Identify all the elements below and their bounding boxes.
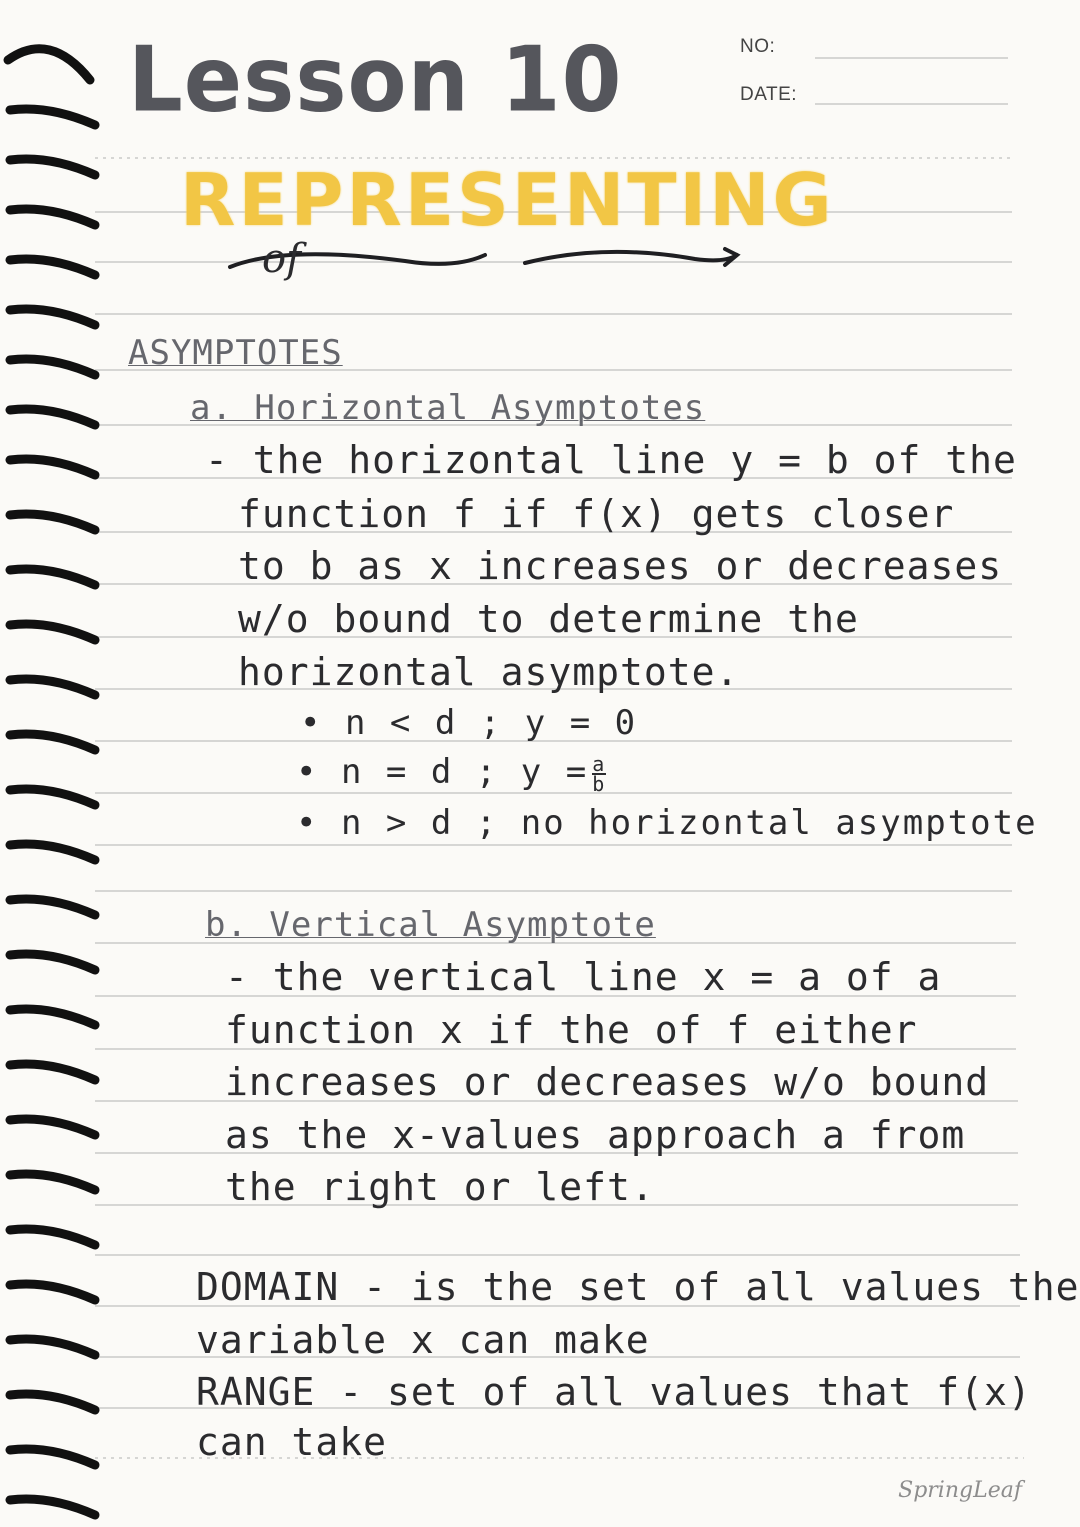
domain-definition-1: DOMAIN - is the set of all values the [196,1265,1080,1309]
horizontal-line-1: - the horizontal line y = b of the [205,438,1017,482]
bullet-n-equal-d: • n = d ; y = $\frac{a}{b}$ [296,751,607,796]
bullet-n-greater-d: • n > d ; no horizontal asymptote [296,803,1038,843]
bullet-result-prefix: y = [520,752,589,792]
bullet-condition: n < d [344,703,458,743]
horizontal-line-2: function f if f(x) gets closer [238,492,955,536]
domain-definition-2: variable x can make [196,1318,650,1362]
vertical-line-4: as the x-values approach a from [225,1113,966,1157]
vertical-line-5: the right or left. [225,1165,655,1209]
fraction [592,751,607,796]
horizontal-line-5: horizontal asymptote. [238,650,740,694]
bullet-condition: n > d [340,803,454,843]
page-title: Lesson 10 [128,27,623,133]
range-definition-2: can take [196,1420,388,1464]
vertical-heading: b. Vertical Asymptote [205,905,656,945]
watermark: SpringLeaf [898,1478,1022,1503]
vertical-line-1: - the vertical line x = a of a [225,955,942,999]
bullet-separator: ; [475,803,499,843]
vertical-line-2: function x if the of f either [225,1008,918,1052]
topic-banner: REPRESENTING [180,158,835,242]
bullet-result: no horizontal asymptote [520,803,1038,843]
bullet-separator: ; [479,703,503,743]
section-heading: ASYMPTOTES [128,333,343,373]
bullet-separator: ; [475,752,499,792]
horizontal-heading: a. Horizontal Asymptotes [190,388,706,428]
vertical-line-3: increases or decreases w/o bound [225,1060,990,1104]
bullet-result: y = 0 [524,703,638,743]
banner-subtext: of [262,236,301,282]
range-definition-1: RANGE - set of all values that f(x) [196,1370,1032,1414]
fraction-denominator: b [592,771,607,796]
spiral-binding [0,0,115,1527]
flourish-divider [225,225,745,305]
fraction-numerator: a [592,751,607,776]
number-label: NO: [740,36,776,57]
bullet-condition: n = d [340,752,454,792]
date-label: DATE: [740,84,798,105]
horizontal-line-3: to b as x increases or decreases [238,544,1003,588]
bullet-n-less-d: • n < d ; y = 0 [300,703,638,743]
horizontal-line-4: w/o bound to determine the [238,597,859,641]
